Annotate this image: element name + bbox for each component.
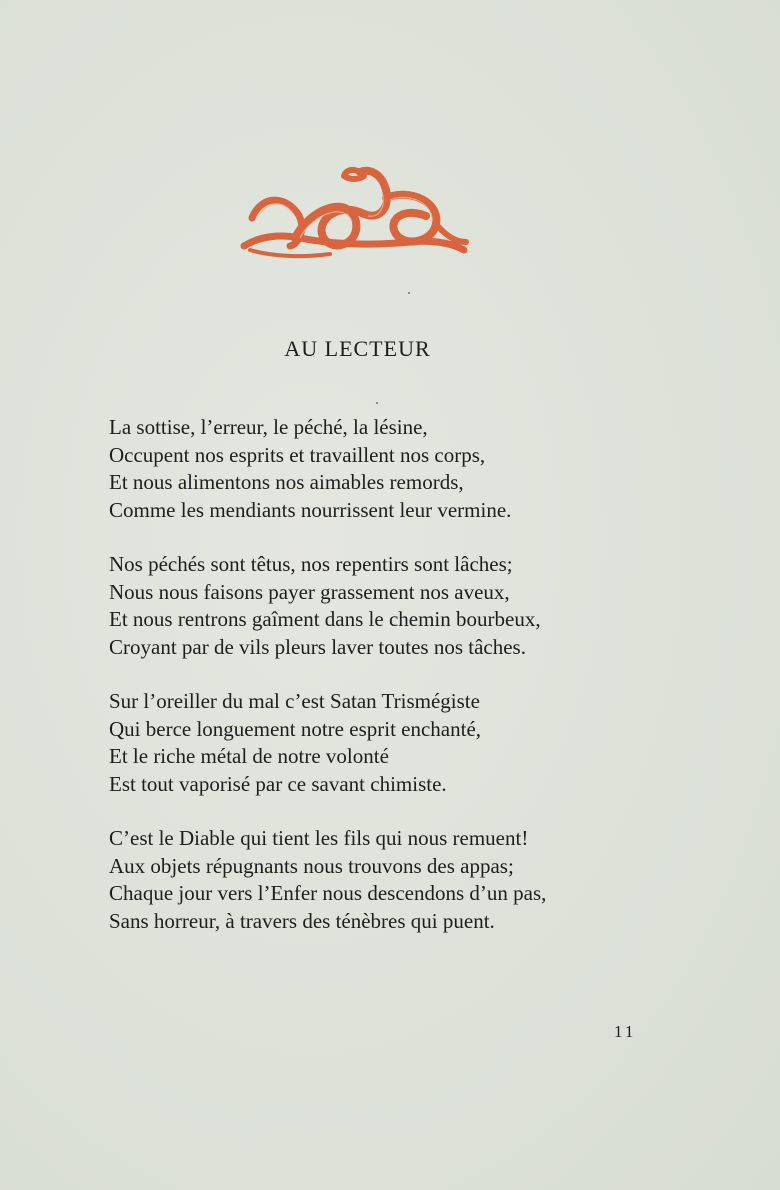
poem-line: Sans horreur, à travers des ténèbres qui puent.: [109, 908, 495, 933]
poem-line: Nos péchés sont têtus, nos repentirs sont lâches;: [109, 552, 513, 576]
stanza: [109, 825, 709, 935]
poem-body: [109, 414, 709, 962]
page-number: 11: [614, 1022, 637, 1041]
poem-line: Sur l’oreiller du mal c’est Satan Trismégiste: [109, 689, 480, 713]
stanza: [109, 688, 709, 798]
poem-line: Et nous rentrons gaîment dans le chemin bourbeux,: [109, 607, 541, 631]
poem-line: Aux objets répugnants nous trouvons des appas;: [109, 853, 514, 878]
poem-line: La sottise, l’erreur, le péché, la lésine,: [109, 415, 428, 439]
poem-line: Qui berce longuement notre esprit enchanté,: [109, 716, 482, 741]
poem-title: AU LECTEUR: [284, 336, 431, 361]
poem-line: Croyant par de vils pleurs laver toutes nos tâches.: [109, 634, 526, 659]
poem-line: C’est le Diable qui tient les fils qui nous remuent!: [109, 826, 529, 850]
poem-line: Et nous alimentons nos aimables remords,: [109, 470, 464, 494]
serpent-ornament-icon: [240, 158, 470, 270]
poem-line: Et le riche métal de notre volonté: [109, 744, 389, 768]
paper-speck: [376, 402, 378, 404]
poem-line: Est tout vaporisé par ce savant chimiste.: [109, 771, 447, 796]
poem-line: Chaque jour vers l’Enfer nous descendons d’un pas,: [109, 881, 547, 905]
poem-line: Comme les mendiants nourrissent leur vermine.: [109, 497, 512, 522]
paper-speck: [408, 292, 410, 294]
stanza: [109, 414, 709, 524]
poem-line: Nous nous faisons payer grassement nos aveux,: [109, 579, 510, 604]
stanza: [109, 551, 709, 661]
poem-line: Occupent nos esprits et travaillent nos corps,: [109, 442, 486, 467]
